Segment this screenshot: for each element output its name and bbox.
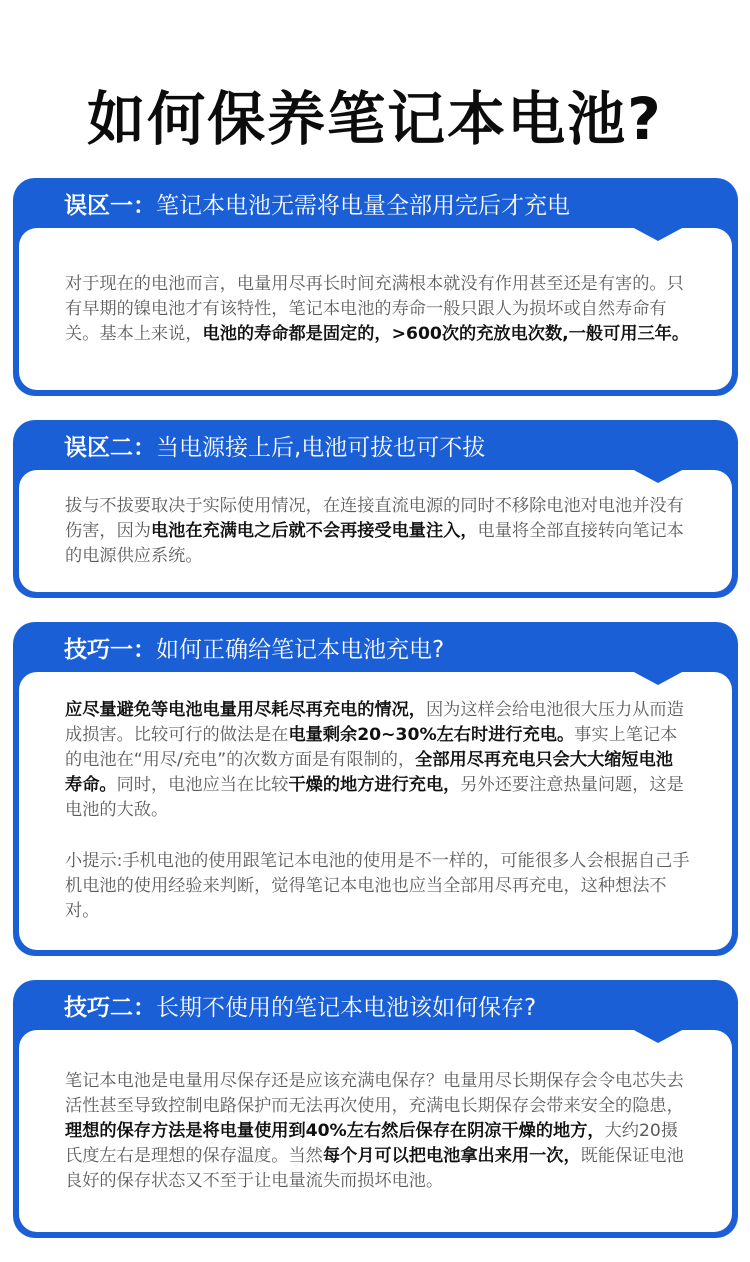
body-text: 因为这样会给电池很大压力从而造成损害。比较可行的做法是在 — [65, 700, 684, 745]
card-body — [19, 228, 732, 390]
card-body — [19, 672, 732, 950]
card-tag: 技巧一： — [64, 636, 156, 663]
body-text: 同时，电池应当在比较 — [116, 775, 289, 795]
header-notch — [632, 1029, 684, 1043]
emphasis-text: 电池在充满电之后就不会再接受电量注入， — [150, 520, 478, 541]
header-notch — [632, 227, 684, 241]
header-notch — [632, 469, 684, 483]
body-text: 电量将全部直接转向笔记本的电源供应系统。 — [65, 520, 684, 566]
emphasis-text: 干燥的地方进行充电， — [288, 775, 461, 795]
card-heading: 如何正确给笔记本电池充电? — [156, 636, 445, 663]
card-myth-1 — [13, 178, 738, 396]
body-paragraph — [65, 849, 690, 924]
card-heading: 长期不使用的笔记本电池该如何保存? — [156, 994, 537, 1021]
body-text: 另外还要注意热量问题，这是电池的大敌。 — [65, 775, 684, 820]
emphasis-text: 理想的保存方法是将电量使用到40%左右然后保存在阴凉干燥的地方， — [65, 1120, 605, 1141]
body-text: 小提示:手机电池的使用跟笔记本电池的使用是不一样的，可能很多人会根据自己手机电池的使用经验来判断，觉得笔记本电池也应当全部用尽再充电，这种想法不对。 — [65, 851, 690, 921]
card-tag: 误区二： — [64, 434, 156, 461]
body-text: 事实上笔记本的电池在“用尽/充电”的次数方面是有限制的， — [65, 725, 678, 770]
card-header — [19, 420, 732, 470]
emphasis-text: 电量剩余20~30%左右时进行充电。 — [288, 725, 575, 745]
body-paragraph — [65, 698, 690, 823]
body-text: 对于现在的电池而言，电量用尽再长时间充满根本就没有作用甚至还是有害的。只有早期的镍电池才有该特性，笔记本电池的寿命一般只跟人为损坏或自然寿命有关。基本上来说， — [65, 273, 684, 344]
card-tip-2 — [13, 980, 738, 1238]
page-title: 如何保养笔记本电池? — [87, 85, 663, 153]
card-header — [19, 622, 732, 672]
card-tip-1 — [13, 622, 738, 956]
body-text: 笔记本电池是电量用尽保存还是应该充满电保存？电量用尽长期保存会令电芯失去活性甚至导致控制电路保护而无法再次使用，充满电长期保存会带来安全的隐患， — [65, 1070, 684, 1116]
body-paragraph — [65, 494, 690, 569]
card-myth-2 — [13, 420, 738, 598]
card-heading: 笔记本电池无需将电量全部用完后才充电 — [156, 192, 570, 219]
card-body — [19, 1030, 732, 1232]
emphasis-text: 应尽量避免等电池电量用尽耗尽再充电的情况， — [65, 700, 426, 720]
emphasis-text: 每个月可以把电池拿出来用一次， — [322, 1145, 581, 1166]
card-heading: 当电源接上后,电池可拔也可不拔 — [156, 434, 486, 461]
body-text: 既能保证电池良好的保存状态又不至于让电量流失而损坏电池。 — [65, 1145, 684, 1191]
card-header — [19, 980, 732, 1030]
paragraph-gap — [65, 823, 690, 849]
card-tag: 误区一： — [64, 192, 156, 219]
card-tag: 技巧二： — [64, 994, 156, 1021]
body-paragraph — [65, 272, 690, 347]
card-header — [19, 178, 732, 228]
body-text: 拔与不拔要取决于实际使用情况，在连接直流电源的同时不移除电池对电池并没有伤害，因为 — [65, 495, 684, 541]
card-body — [19, 470, 732, 592]
body-text: 大约20摄氏度左右是理想的保存温度。当然 — [65, 1120, 679, 1166]
emphasis-text: 全部用尽再充电只会大大缩短电池寿命。 — [65, 750, 673, 795]
emphasis-text: 电池的寿命都是固定的，>600次的充放电次数,一般可用三年。 — [202, 323, 690, 344]
header-notch — [632, 671, 684, 685]
body-paragraph — [65, 1069, 690, 1194]
